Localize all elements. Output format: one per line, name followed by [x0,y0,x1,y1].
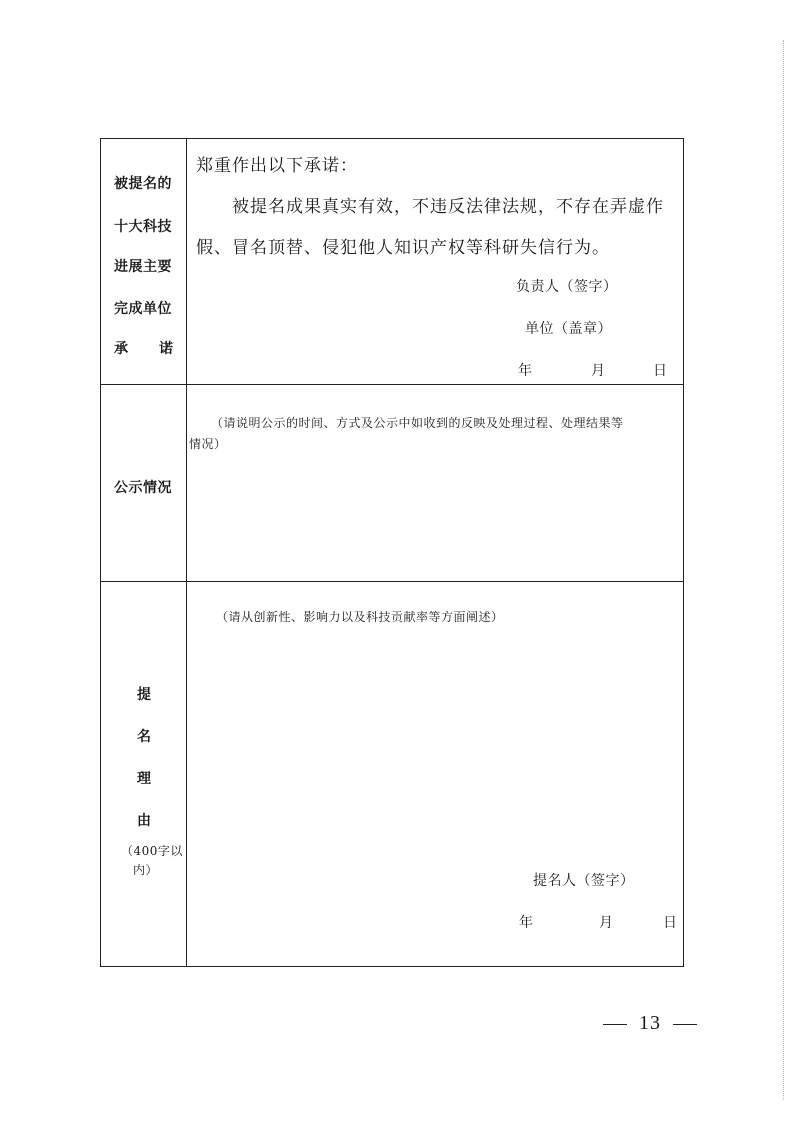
column-divider [186,139,187,966]
commitment-label-line: 进展主要 [114,259,172,275]
nomination-label-char: 理 [137,771,152,787]
commitment-label-line: 完成单位 [114,301,172,317]
dash-right [673,1024,697,1025]
page-number-value: 13 [639,1012,661,1034]
row-divider [101,581,683,582]
date-day: 日 [663,915,678,931]
nomination-label-char: 提 [137,687,152,703]
nomination-instruction: （请从创新性、影响力以及科技贡献率等方面阐述） [216,610,504,624]
unit-seal: 单位（盖章） [525,321,612,337]
nominator-signature: 提名人（签字） [533,873,635,889]
page-number [603,1012,697,1035]
nomination-label-char: 由 [137,813,152,829]
scan-edge-line [783,40,784,1100]
commitment-intro: 郑重作出以下承诺： [196,156,358,176]
publicity-label: 公示情况 [114,480,172,496]
date-year: 年 [518,363,533,379]
commitment-label-line: 十大科技 [114,219,172,235]
word-limit-note: （400字以 [121,844,183,858]
nomination-label-char: 名 [137,729,152,745]
commitment-label-char: 承 [114,341,129,357]
commitment-label-line: 被提名的 [114,176,172,192]
publicity-instruction: （请说明公示的时间、方式及公示中如收到的反映及处理过程、处理结果等 [211,416,624,430]
responsible-signature: 负责人（签字） [516,279,618,295]
commitment-text-line: 被提名成果真实有效，不违反法律法规，不存在弄虚作 [232,197,664,217]
date-month: 月 [599,915,614,931]
commitment-text-line: 假、冒名顶替、侵犯他人知识产权等科研失信行为。 [196,238,610,258]
publicity-instruction: 情况） [189,437,227,451]
dash-left [603,1024,627,1025]
date-day: 日 [653,363,668,379]
word-limit-note: 内） [133,863,159,877]
date-year: 年 [519,915,534,931]
form-table [100,138,684,967]
row-divider [101,384,683,385]
date-month: 月 [591,363,606,379]
commitment-label-char: 诺 [159,341,174,357]
